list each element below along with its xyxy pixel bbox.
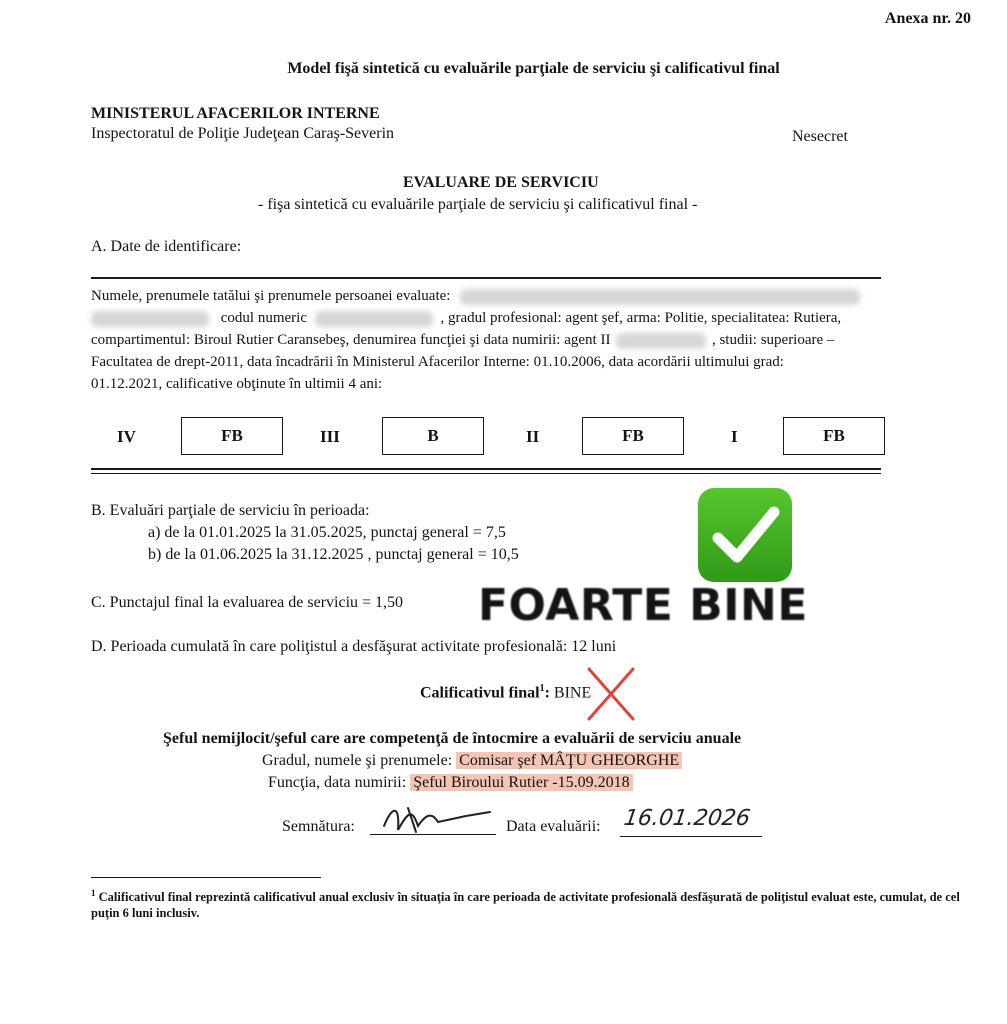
identification-line-4: Facultatea de drept-2011, data încadrării în Ministerul Afacerilor Interne: 01.10.2006, data acordării ultimului grad:	[91, 354, 784, 370]
divider	[91, 473, 881, 474]
section-b-heading: B. Evaluări parţiale de serviciu în perioada:	[91, 502, 370, 519]
redacted-name-cont	[91, 311, 209, 327]
redacted-date	[616, 333, 706, 349]
section-d: D. Perioada cumulată în care poliţistul a desfăşurat activitate profesională: 12 luni	[91, 638, 617, 655]
footnote: $^1$ Calificativul final reprezintă calificativul anual exclusiv în situaţia în care perioada de activitate profesională desfăşurată de poliţistul evaluat este, cumulat, de cel puţin 6 luni inclusiv.	[91, 888, 960, 921]
annex-label: Anexa nr. 20	[884, 10, 971, 27]
divider	[91, 277, 881, 279]
footnote-rule	[91, 877, 321, 878]
check-mark-icon	[698, 488, 792, 582]
rating-box-iii: B	[382, 417, 484, 455]
doc-title: EVALUARE DE SERVICIU	[403, 174, 599, 191]
cross-out-icon	[583, 665, 639, 723]
overlay-foarte-bine: FOARTE BINE	[478, 580, 808, 631]
final-rating: Calificativul final$^1$: BINE	[420, 683, 592, 702]
inspectorate: Inspectoratul de Poliţie Judeţean Caraş-Severin	[91, 125, 395, 142]
chief-rank: Gradul, numele şi prenumele: Comisar şef MÂŢU GHEORGHE	[262, 752, 682, 770]
model-title: Model fişă sintetică cu evaluările parţiale de serviciu şi calificativul final	[287, 60, 780, 77]
section-c: C. Punctajul final la evaluarea de serviciu = 1,50	[91, 594, 404, 611]
identification-line-5: 01.12.2021, calificative obţinute în ultimii 4 ani:	[91, 376, 383, 392]
classification: Nesecret	[792, 128, 848, 145]
chief-heading: Şeful nemijlocit/şeful care are competenţă de întocmire a evaluării de serviciu anuale	[163, 730, 742, 747]
rating-year-i: I	[731, 427, 738, 446]
redacted-name	[460, 289, 860, 305]
rating-box-ii: FB	[582, 417, 684, 455]
redacted-cnp	[315, 311, 433, 327]
divider	[91, 468, 881, 470]
chief-rank-value: Comisar şef MÂŢU GHEORGHE	[456, 752, 682, 769]
partial-eval-b: b) de la 01.06.2025 la 31.12.2025 , punctaj general = 10,5	[148, 546, 519, 563]
rating-box-iv: FB	[181, 417, 283, 455]
signature-scribble	[378, 800, 498, 836]
identification-line-3: compartimentul: Biroul Rutier Caransebeş, denumirea funcţiei şi data numirii: agent II , studii: superioare –	[91, 332, 835, 348]
ministry: MINISTERUL AFACERILOR INTERNE	[91, 105, 380, 122]
partial-eval-a: a) de la 01.01.2025 la 31.05.2025, punctaj general = 7,5	[148, 524, 506, 541]
doc-subtitle: - fişa sintetică cu evaluările parţiale de serviciu şi calificativul final -	[258, 196, 698, 213]
rating-year-ii: II	[526, 427, 540, 446]
section-a-heading: A. Date de identificare:	[91, 238, 242, 255]
identification-line-2: codul numeric , gradul profesional: agent şef, arma: Politie, specialitatea: Rutiera,	[91, 310, 841, 327]
rating-year-iv: IV	[117, 427, 136, 446]
chief-function: Funcţia, data numirii: Şeful Biroului Rutier -15.09.2018	[268, 774, 633, 792]
rating-year-iii: III	[320, 427, 340, 446]
evaluation-date: 16.01.2026	[622, 806, 752, 831]
final-rating-value: BINE	[553, 684, 592, 702]
rating-box-i: FB	[783, 417, 885, 455]
chief-function-value: Şeful Biroului Rutier -15.09.2018	[410, 774, 632, 791]
signature-label: Semnătura:	[282, 818, 355, 835]
date-label: Data evaluării:	[506, 818, 601, 835]
identification-line-1: Numele, prenumele tatălui şi prenumele persoanei evaluate:	[91, 288, 860, 305]
date-line	[620, 836, 762, 837]
